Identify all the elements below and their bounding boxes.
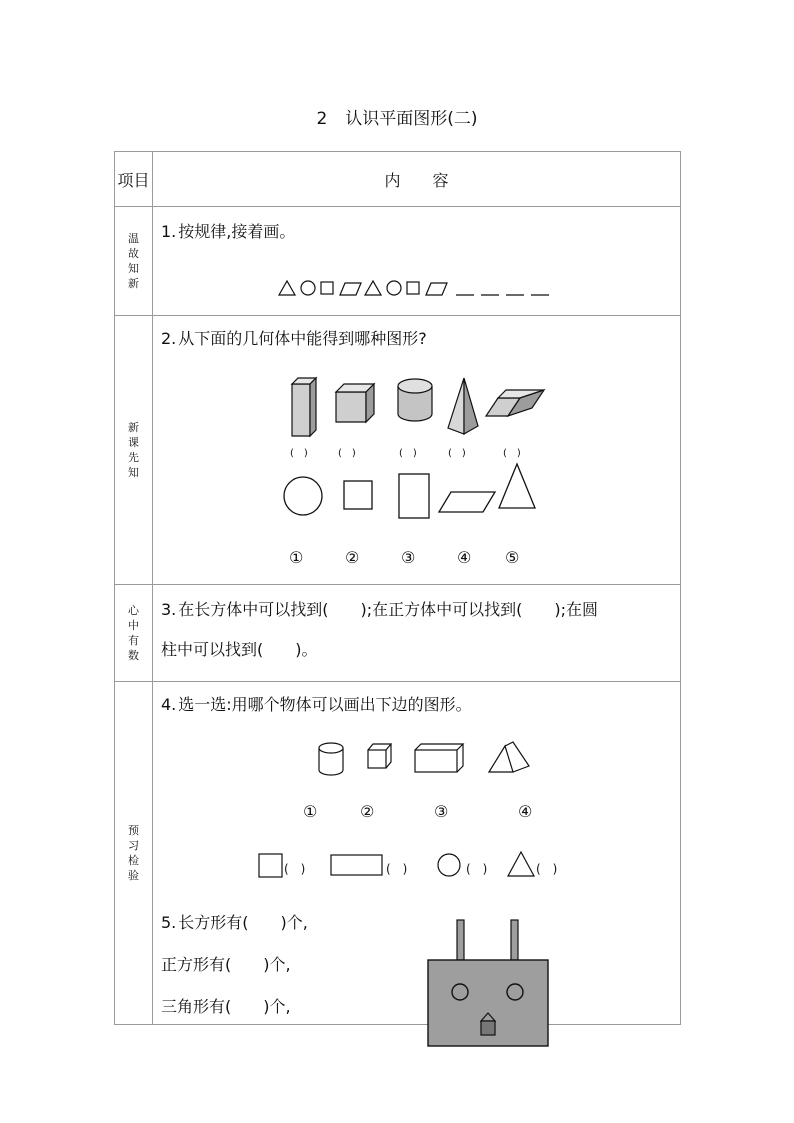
q4-text: 4. 选一选:用哪个物体可以画出下边的图形。 <box>161 695 472 714</box>
object-cube <box>368 744 391 768</box>
row-label: 温故知新 <box>115 207 153 316</box>
square-shape <box>344 481 372 509</box>
shape-label-2: ② <box>345 548 360 567</box>
worksheet-table <box>114 151 681 1025</box>
header-content: 内 容 <box>153 152 681 207</box>
solid-blank-5: ( ) <box>503 448 521 459</box>
row-label: 预习检验 <box>115 682 153 1025</box>
q5-line1: 5. 长方形有( )个, <box>161 913 308 932</box>
row-mind <box>115 585 681 682</box>
solid-blank-4: ( ) <box>448 448 466 459</box>
row-label: 新课先知 <box>115 316 153 585</box>
blank-triangle: ( ) <box>536 862 558 876</box>
pattern-sequence <box>273 273 693 303</box>
object-label-3: ③ <box>434 802 449 821</box>
solid-blank-2: ( ) <box>338 448 356 459</box>
blank-circle: ( ) <box>466 862 488 876</box>
row-review <box>115 207 681 316</box>
q3-line2: 柱中可以找到( )。 <box>161 640 318 659</box>
shape-label-1: ① <box>289 548 304 567</box>
parallelogram-shape <box>439 492 495 512</box>
q2-content <box>153 316 680 584</box>
solid-blank-3: ( ) <box>399 448 417 459</box>
q2-text: 2. 从下面的几何体中能得到哪种图形? <box>161 329 427 348</box>
q1-content <box>153 207 680 315</box>
title-text: 认识平面图形(二) <box>345 109 478 129</box>
object-cylinder <box>319 743 343 775</box>
plug-face-figure <box>426 918 551 1048</box>
title-number: 2 <box>316 109 328 129</box>
shape-label-3: ③ <box>401 548 416 567</box>
object-prism <box>489 742 529 772</box>
row-preview <box>115 316 681 585</box>
triangle-shape <box>499 464 535 508</box>
parallelepiped-solid <box>486 390 544 416</box>
q5-line2: 正方形有( )个, <box>161 955 291 974</box>
target-triangle <box>508 852 534 876</box>
target-circle <box>438 854 460 876</box>
target-rectangle <box>331 855 382 875</box>
blank-rectangle: ( ) <box>386 862 408 876</box>
object-cuboid <box>415 744 463 772</box>
circle-shape <box>284 477 322 515</box>
row-label: 心中有数 <box>115 585 153 682</box>
object-label-4: ④ <box>518 802 533 821</box>
objects-row <box>313 740 543 780</box>
solid-blank-1: ( ) <box>290 448 308 459</box>
page-title <box>0 104 794 129</box>
shape-label-5: ⑤ <box>505 548 520 567</box>
q5-line3: 三角形有( )个, <box>161 997 291 1016</box>
q3-line1: 3. 在长方体中可以找到( );在正方体中可以找到( );在圆 <box>161 600 599 619</box>
header-item: 项目 <box>115 152 153 207</box>
row-check <box>115 682 681 1025</box>
q3-content <box>153 585 680 681</box>
cylinder-solid <box>398 379 432 421</box>
shape-label-4: ④ <box>457 548 472 567</box>
target-square <box>259 854 282 877</box>
object-label-1: ① <box>303 802 318 821</box>
solids-row <box>288 376 568 446</box>
q4-content <box>153 682 680 1024</box>
cube-solid <box>336 384 374 422</box>
header-row <box>115 152 681 207</box>
cuboid-tall-solid <box>292 378 316 436</box>
blank-square: ( ) <box>284 862 306 876</box>
q1-text: 1. 按规律,接着画。 <box>161 222 296 241</box>
object-label-2: ② <box>360 802 375 821</box>
plane-shapes-row <box>281 464 581 524</box>
rectangle-shape <box>399 474 429 518</box>
pyramid-solid <box>448 378 478 434</box>
